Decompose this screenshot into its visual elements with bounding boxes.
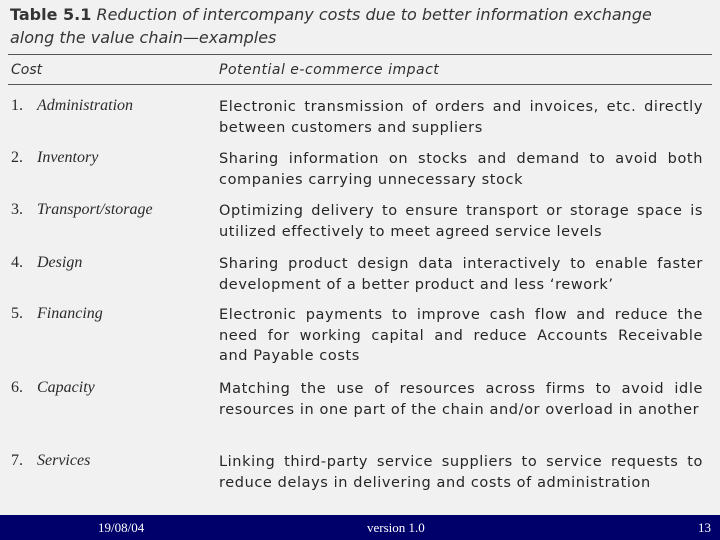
row-cost: Design	[37, 254, 83, 271]
row-number: 2.	[11, 149, 23, 166]
row-cost: Inventory	[37, 149, 99, 166]
table-caption	[10, 3, 710, 49]
table-title: Reduction of intercompany costs due to better information exchange	[96, 5, 652, 24]
row-impact: Sharing information on stocks and demand to avoid both companies carrying unnecessary stock	[219, 151, 703, 188]
row-cost: Transport/storage	[37, 201, 153, 218]
row-cost: Capacity	[37, 379, 95, 396]
table-number: Table 5.1	[10, 5, 92, 24]
top-rule	[8, 54, 712, 55]
footer-page-number: 13	[698, 520, 711, 535]
row-number: 7.	[11, 452, 23, 469]
slide-footer	[0, 515, 720, 540]
row-impact: Electronic transmission of orders and invoices, etc. directly between customers and suppliers	[219, 99, 703, 136]
table-title-line2: along the value chain—examples	[10, 28, 277, 47]
row-cost: Services	[37, 452, 91, 469]
column-header-impact: Potential e-commerce impact	[219, 62, 440, 78]
row-impact: Linking third-party service suppliers to service requests to reduce delays in delivering and costs of administration	[219, 454, 703, 491]
row-number: 1.	[11, 97, 23, 114]
row-impact: Matching the use of resources across firms to avoid idle resources in one part of the chain and/or overload in another	[219, 381, 703, 418]
row-impact: Sharing product design data interactively to enable faster development of a better product and less ‘rework’	[219, 256, 703, 293]
row-impact: Optimizing delivery to ensure transport or storage space is utilized effectively to meet agreed service levels	[219, 203, 703, 240]
row-number: 6.	[11, 379, 23, 396]
row-number: 3.	[11, 201, 23, 218]
row-cost: Financing	[37, 305, 103, 322]
row-number: 5.	[11, 305, 23, 322]
row-cost: Administration	[37, 97, 134, 114]
footer-date: 19/08/04	[98, 520, 145, 535]
column-header-cost: Cost	[11, 62, 43, 78]
footer-version: version 1.0	[367, 520, 425, 535]
row-impact: Electronic payments to improve cash flow and reduce the need for working capital and reduce Accounts Receivable and Payable costs	[219, 307, 703, 364]
header-rule	[8, 84, 712, 85]
row-number: 4.	[11, 254, 23, 271]
